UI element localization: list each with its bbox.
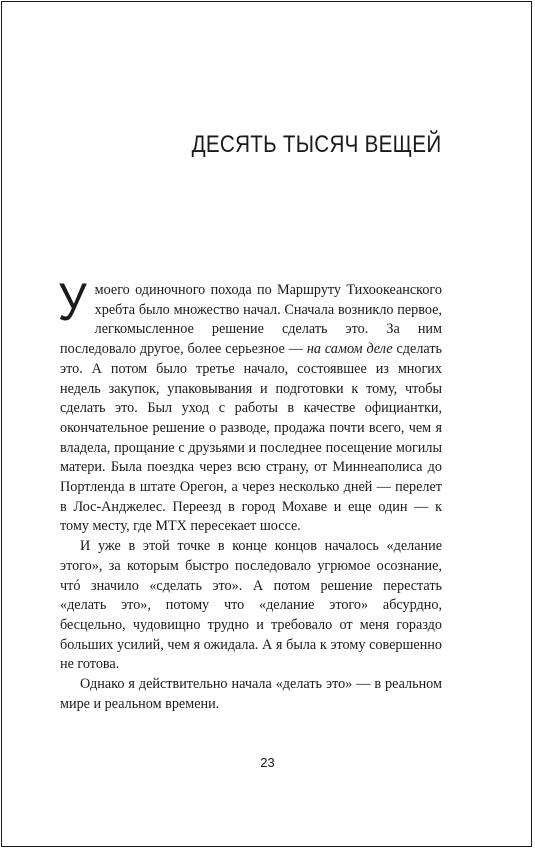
- paragraph-1-text-b: сделать это. А потом было третье начало, состоявшее из многих недель закупок, упаковывания и подготовки к тому, чтобы сделать это. Был уход с работы в качестве официантки, окончательное решение о разводе, продажа почти всего, чем я владела, прощание с друзьями и последнее посещение могилы матери. Была поездка через всю страну, от Миннеаполиса до Портленда в штате Орегон, а через несколько дней — перелет в Лос-Анджелес. Переезд в город Мохаве и еще один — к тому месту, где МТХ пересекает шоссе.: [60, 341, 442, 535]
- paragraph-1-text-a: моего одиночного похода по Маршруту Тихоокеанского хребта было множество начал. Сначала возникло первое, легкомысленное решение сделать это. За ним последовало другое, более серьезное —: [60, 282, 442, 358]
- page-number: 23: [260, 755, 275, 770]
- paragraph-1: [58, 273, 442, 537]
- paragraph-1-emphasis: на самом деле: [306, 341, 393, 358]
- chapter-title: ДЕСЯТЬ ТЫСЯЧ ВЕЩЕЙ: [191, 131, 441, 158]
- paragraph-3: Однако я действительно начала «делать это» — в реальном мире и реальном времени.: [60, 676, 442, 712]
- body-text: [58, 273, 442, 714]
- drop-cap: У: [58, 273, 87, 332]
- paragraph-2: И уже в этой точке в конце концов началось «делание этого», за которым быстро последовало угрюмое осознание, чтó значило «сделать это». А потом решение перестать «делать это», потому что «делание этого» абсурдно, бесцельно, чудовищно трудно и требовало от меня гораздо больших усилий, чем я ожидала. А я была к этому совершенно не готова.: [60, 538, 442, 673]
